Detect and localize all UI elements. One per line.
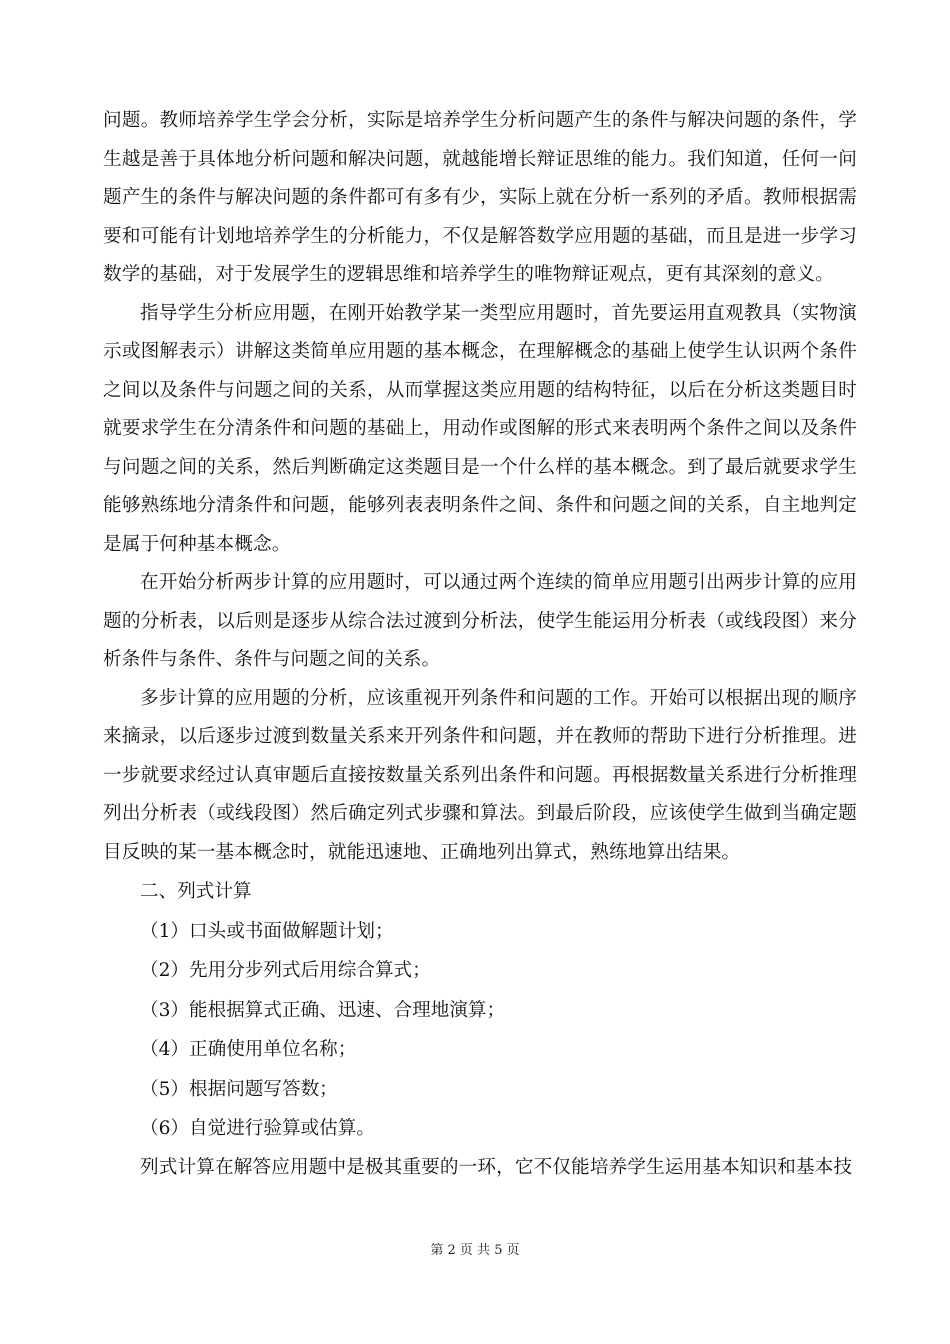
list-item: （3）能根据算式正确、迅速、合理地演算； [140,999,506,1021]
paragraph-3: 在开始分析两步计算的应用题时，可以通过两个连续的简单应用题引出两步计算的应用题的分析表，以后则是逐步从综合法过渡到分析法，使学生能运用分析表（或线段图）来分析条件与条件、条件与问题之间的关系。 [103,572,857,670]
list-item: （5）根据问题写答数； [140,1078,338,1100]
list-item: （2）先用分步列式后用综合算式； [140,960,431,981]
section-heading: 二、列式计算 [140,881,252,902]
list-item: （6）自觉进行验算或估算。 [140,1118,375,1139]
page-footer: 第 2 页 共 5 页 [430,1243,520,1258]
paragraph-4: 多步计算的应用题的分析，应该重视开列条件和问题的工作。开始可以根据出现的顺序来摘录，以后逐步过渡到数量关系来开列条件和问题，并在教师的帮助下进行分析推理。进一步就要求经过认真审题后直接按数量关系列出条件和问题。再根据数量关系进行分析推理列出分析表（或线段图）然后确定列式步骤和算法。到最后阶段，应该使学生做到当确定题目反映的某一基本概念时，就能迅速地、正确地列出算式，熟练地算出结果。 [103,687,857,863]
closing-paragraph: 列式计算在解答应用题中是极其重要的一环，它不仅能培养学生运用基本知识和基本技 [140,1156,853,1178]
list-item: （1）口头或书面做解题计划； [140,920,394,942]
paragraph-2: 指导学生分析应用题，在刚开始教学某一类型应用题时，首先要运用直观教具（实物演示或图解表示）讲解这类简单应用题的基本概念，在理解概念的基础上使学生认识两个条件之间以及条件与问题之间的关系，从而掌握这类应用题的结构特征，以后在分析这类题目时就要求学生在分清条件和问题的基础上，用动作或图解的形式来表明两个条件之间以及条件与问题之间的关系，然后判断确定这类题目是一个什么样的基本概念。到了最后就要求学生能够熟练地分清条件和问题，能够列表表明条件之间、条件和问题之间的关系，自主地判定是属于何种基本概念。 [103,302,857,555]
list-item: （4）正确使用单位名称； [140,1039,357,1060]
document-body [103,102,857,1187]
paragraph-1: 问题。教师培养学生学会分析，实际是培养学生分析问题产生的条件与解决问题的条件，学生越是善于具体地分析问题和解决问题，就越能增长辩证思维的能力。我们知道，任何一问题产生的条件与解决问题的条件都可有多有少，实际上就在分析一系列的矛盾。教师根据需要和可能有计划地培养学生的分析能力，不仅是解答数学应用题的基础，而且是进一步学习数学的基础，对于发展学生的逻辑思维和培养学生的唯物辩证观点，更有其深刻的意义。 [103,110,857,285]
